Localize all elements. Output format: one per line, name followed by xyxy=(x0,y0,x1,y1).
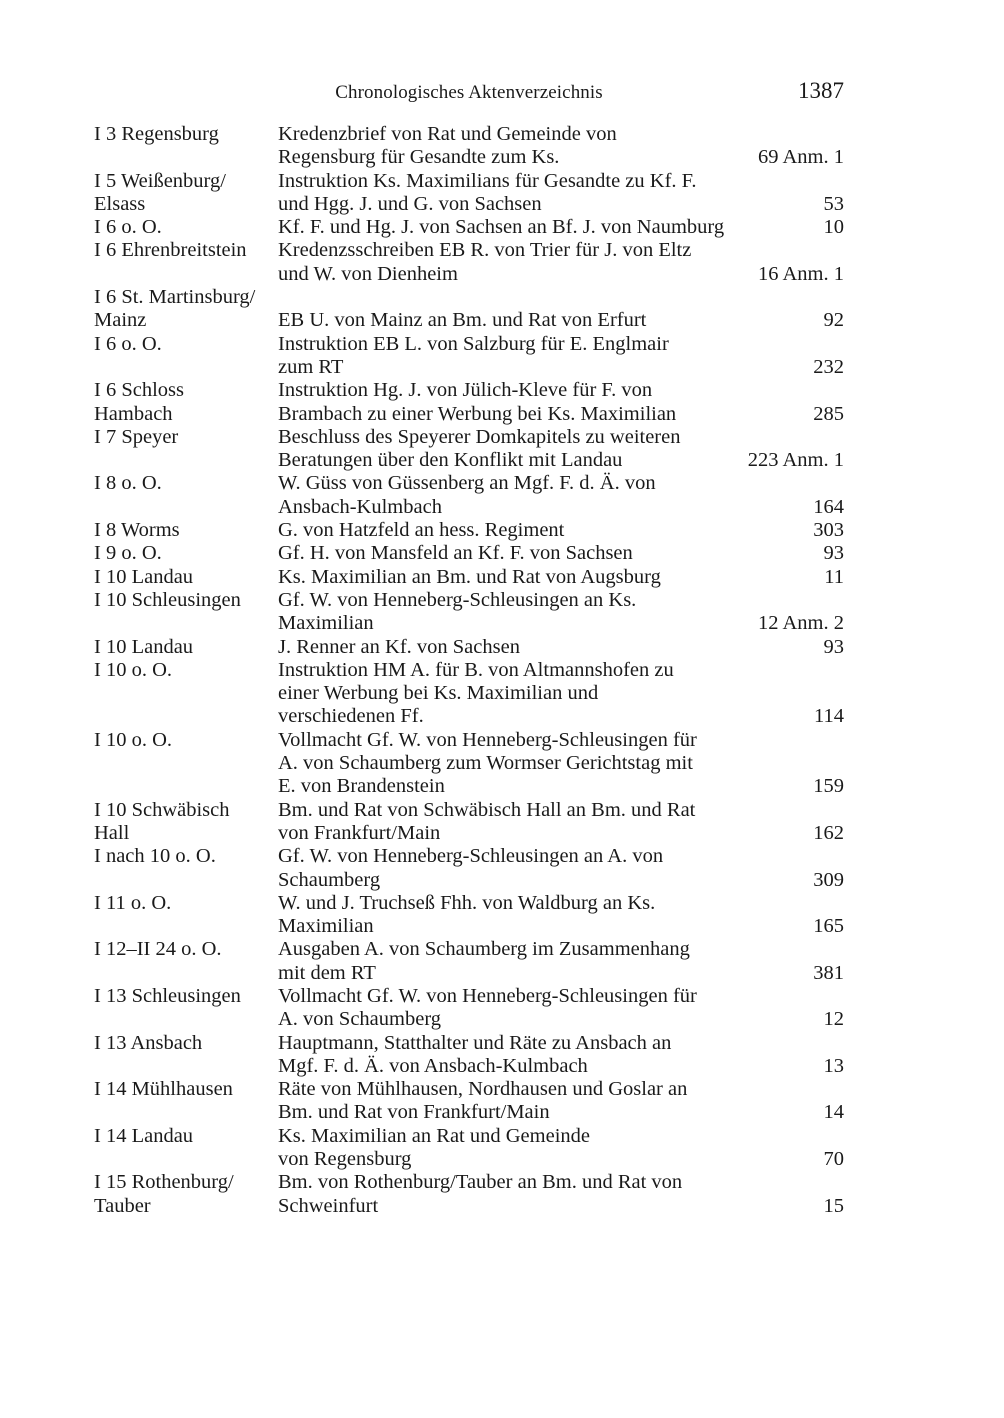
entry-row xyxy=(94,659,844,729)
entry-row xyxy=(94,379,844,426)
running-head xyxy=(94,78,844,108)
entry-date-place: I 12–II 24 o. O. xyxy=(94,938,222,961)
entry-description: EB U. von Mainz an Bm. und Rat von Erfurt xyxy=(278,309,647,332)
entry-description: Instruktion Hg. J. von Jülich-Kleve für F. von Brambach zu einer Werbung bei Ks. Maximilian xyxy=(278,379,677,425)
running-title: Chronologisches Aktenverzeichnis xyxy=(335,82,603,103)
entry-row xyxy=(94,426,844,473)
entry-description: G. von Hatzfeld an hess. Regiment xyxy=(278,519,565,542)
entry-row xyxy=(94,1125,844,1172)
entry-description: Gf. H. von Mansfeld an Kf. F. von Sachsen xyxy=(278,542,633,565)
entry-date-place: I 10 Schleusingen xyxy=(94,588,241,611)
entry-reference: 53 xyxy=(823,192,844,215)
entry-date-place: I 8 o. O. xyxy=(94,472,162,495)
entry-date-place: I 13 Ansbach xyxy=(94,1031,203,1054)
entry-row xyxy=(94,170,844,217)
entry-row xyxy=(94,239,844,286)
entry-date-place: I 8 Worms xyxy=(94,519,180,542)
page-number: 1387 xyxy=(798,78,844,103)
entry-date-place: I 10 o. O. xyxy=(94,728,173,751)
entry-reference: 10 xyxy=(823,216,844,239)
entry-date-place: I 5 Weißenburg/ Elsass xyxy=(94,169,226,215)
entry-row xyxy=(94,1032,844,1079)
entry-row xyxy=(94,519,844,542)
entry-reference: 232 xyxy=(813,355,844,378)
entry-description: Instruktion Ks. Maximilians für Gesandte zu Kf. F. und Hgg. J. und G. von Sachsen xyxy=(278,169,697,215)
entry-description: Beschluss des Speyerer Domkapitels zu weiteren Beratungen über den Konflikt mit Landau xyxy=(278,425,681,472)
entry-row xyxy=(94,636,844,659)
entry-row xyxy=(94,333,844,380)
entry-description: W. Güss von Güssenberg an Mgf. F. d. Ä. von Ansbach-Kulmbach xyxy=(278,472,656,518)
entry-description: Räte von Mühlhausen, Nordhausen und Goslar an Bm. und Rat von Frankfurt/Main xyxy=(278,1078,688,1124)
entry-reference: 11 xyxy=(824,565,844,588)
entry-description: Kredenzsschreiben EB R. von Trier für J. von Eltz und W. von Dienheim xyxy=(278,239,692,285)
entry-reference: 114 xyxy=(814,705,844,728)
entry-date-place: I 10 o. O. xyxy=(94,658,173,681)
entry-row xyxy=(94,985,844,1032)
entry-reference: 164 xyxy=(813,495,844,518)
entry-description: Gf. W. von Henneberg-Schleusingen an Ks. Maximilian xyxy=(278,588,637,635)
entry-description: Vollmacht Gf. W. von Henneberg-Schleusingen für A. von Schaumberg xyxy=(278,984,697,1031)
entry-row xyxy=(94,472,844,519)
entry-reference: 159 xyxy=(813,775,844,798)
entry-date-place: I 14 Landau xyxy=(94,1124,194,1147)
entry-date-place: I 10 Landau xyxy=(94,635,194,658)
entry-date-place: I 6 Ehrenbreitstein xyxy=(94,239,247,262)
entry-reference: 70 xyxy=(823,1148,844,1171)
entry-row xyxy=(94,845,844,892)
entry-row xyxy=(94,799,844,846)
entry-description: Bm. von Rothenburg/Tauber an Bm. und Rat von Schweinfurt xyxy=(278,1171,683,1217)
entry-description: Ks. Maximilian an Bm. und Rat von Augsburg xyxy=(278,565,661,588)
entry-row xyxy=(94,938,844,985)
entry-row xyxy=(94,892,844,939)
entry-description: J. Renner an Kf. von Sachsen xyxy=(278,635,520,658)
entry-description: Kf. F. und Hg. J. von Sachsen an Bf. J. von Naumburg xyxy=(278,216,725,239)
entry-date-place: I 9 o. O. xyxy=(94,542,162,565)
entry-description: Ks. Maximilian an Rat und Gemeinde von Regensburg xyxy=(278,1124,590,1171)
entry-date-place: I 10 Schwäbisch Hall xyxy=(94,798,230,844)
entry-reference: 12 Anm. 2 xyxy=(758,612,844,635)
entry-row xyxy=(94,216,844,239)
entry-reference: 15 xyxy=(823,1194,844,1217)
entry-reference: 162 xyxy=(813,821,844,844)
entry-reference: 303 xyxy=(813,519,844,542)
entry-reference: 381 xyxy=(813,961,844,984)
entry-row xyxy=(94,729,844,799)
entry-description: Bm. und Rat von Schwäbisch Hall an Bm. und Rat von Frankfurt/Main xyxy=(278,798,696,844)
entry-description: Gf. W. von Henneberg-Schleusingen an A. von Schaumberg xyxy=(278,845,664,891)
entry-reference: 165 xyxy=(813,915,844,938)
entry-reference: 69 Anm. 1 xyxy=(758,146,844,169)
entry-date-place: I 6 St. Martinsburg/ Mainz xyxy=(94,286,256,332)
entry-reference: 12 xyxy=(823,1008,844,1031)
entry-date-place: I 15 Rothenburg/ Tauber xyxy=(94,1171,234,1217)
entry-date-place: I 6 o. O. xyxy=(94,332,162,355)
entry-description: Hauptmann, Statthalter und Räte zu Ansbach an Mgf. F. d. Ä. von Ansbach-Kulmbach xyxy=(278,1031,672,1077)
entry-description: Kredenzbrief von Rat und Gemeinde von Regensburg für Gesandte zum Ks. xyxy=(278,123,617,169)
entry-date-place: I 10 Landau xyxy=(94,565,194,588)
entry-date-place: I 11 o. O. xyxy=(94,891,172,914)
entry-row xyxy=(94,1078,844,1125)
entry-reference: 14 xyxy=(823,1101,844,1124)
entry-row xyxy=(94,286,844,333)
entry-date-place: I 6 o. O. xyxy=(94,216,162,239)
entry-date-place: I 7 Speyer xyxy=(94,425,179,448)
entry-reference: 285 xyxy=(813,402,844,425)
entry-reference: 93 xyxy=(823,542,844,565)
entry-date-place: I 6 Schloss Hambach xyxy=(94,379,184,425)
entry-date-place: I nach 10 o. O. xyxy=(94,845,216,868)
entry-date-place: I 14 Mühlhausen xyxy=(94,1078,233,1101)
entry-row xyxy=(94,123,844,170)
entry-date-place: I 3 Regensburg xyxy=(94,123,219,145)
entry-description: Ausgaben A. von Schaumberg im Zusammenhang mit dem RT xyxy=(278,938,690,984)
entry-row xyxy=(94,566,844,589)
entry-reference: 93 xyxy=(823,635,844,658)
entry-description: Instruktion EB L. von Salzburg für E. Englmair zum RT xyxy=(278,332,669,378)
entry-row xyxy=(94,589,844,636)
entry-row xyxy=(94,1171,844,1218)
entry-reference: 13 xyxy=(823,1054,844,1077)
entry-date-place: I 13 Schleusingen xyxy=(94,984,241,1007)
entry-description: W. und J. Truchseß Fhh. von Waldburg an Ks. Maximilian xyxy=(278,891,656,938)
entry-reference: 223 Anm. 1 xyxy=(747,449,844,472)
entry-reference: 309 xyxy=(813,868,844,891)
entry-description: Instruktion HM A. für B. von Altmannshofen zu einer Werbung bei Ks. Maximilian und verschiedenen Ff. xyxy=(278,658,674,728)
entry-reference: 92 xyxy=(823,309,844,332)
entry-reference: 16 Anm. 1 xyxy=(758,262,844,285)
entry-list xyxy=(94,123,844,1218)
entry-row xyxy=(94,542,844,565)
entry-description: Vollmacht Gf. W. von Henneberg-Schleusingen für A. von Schaumberg zum Wormser Gerichtstag mit E. von Brandenstein xyxy=(278,728,697,798)
